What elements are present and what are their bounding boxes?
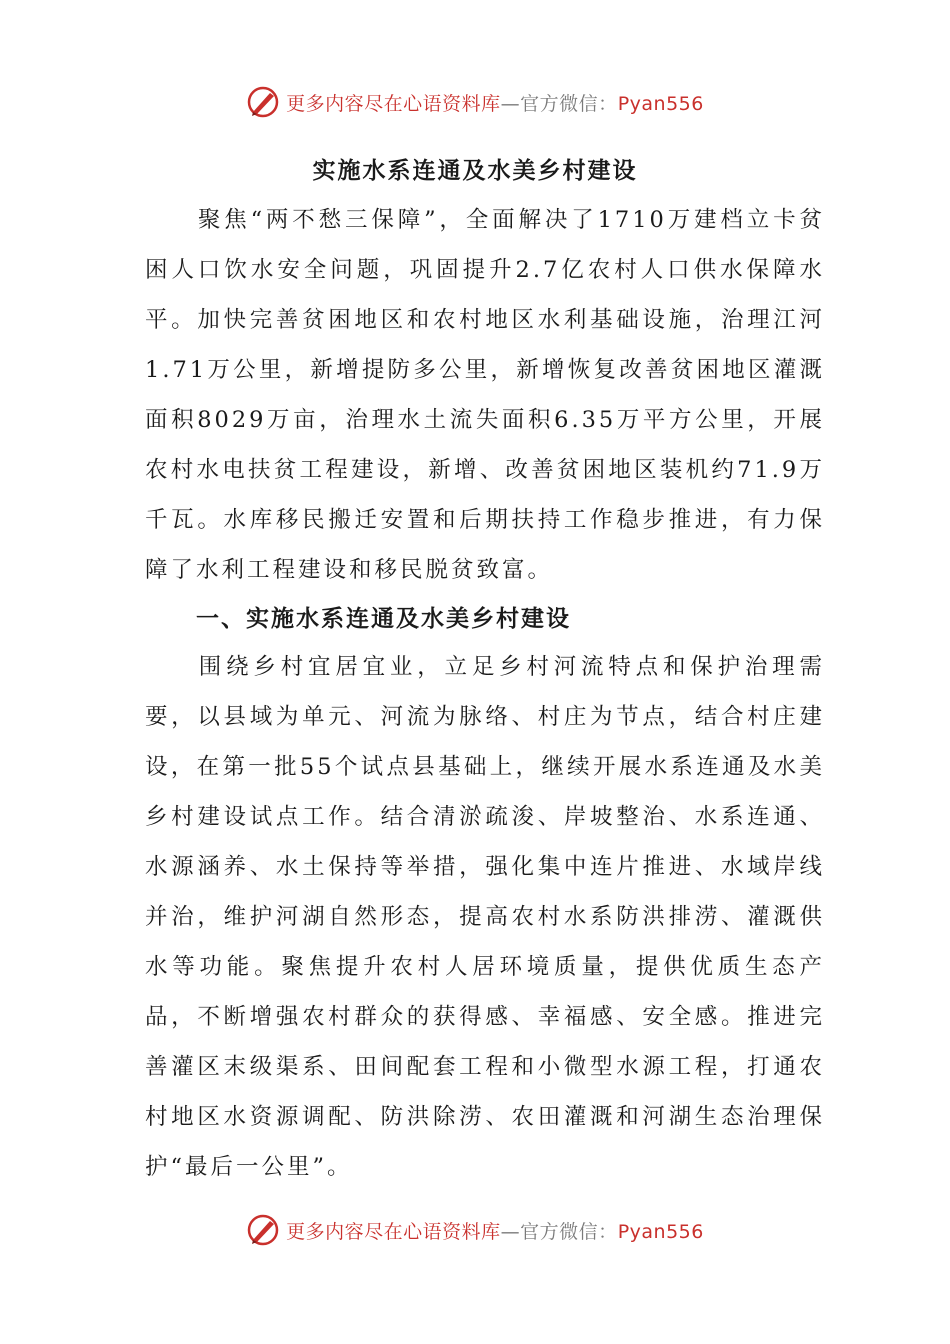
watermark-contact-id: Pyan556	[617, 92, 704, 115]
pen-circle-logo-icon	[246, 1213, 280, 1247]
section-paragraph	[145, 642, 825, 1192]
section-paragraph-text: 围绕乡村宜居宜业，立足乡村河流特点和保护治理需要，以县域为单元、河流为脉络、村庄为节点，结合村庄建设，在第一批55个试点县基础上，继续开展水系连通及水美乡村建设试点工作。结合清淤疏浚、岸坡整治、水系连通、水源涵养、水土保持等举措，强化集中连片推进、水域岸线并治，维护河湖自然形态，提高农村水系防洪排涝、灌溉供水等功能。聚焦提升农村人居环境质量，提供优质生态产品，不断增强农村群众的获得感、幸福感、安全感。推进完善灌区末级渠系、田间配套工程和小微型水源工程，打通农村地区水资源调配、防洪除涝、农田灌溉和河湖生态治理保护“最后一公里”。	[145, 654, 825, 1180]
section-heading: 一、实施水系连通及水美乡村建设	[196, 605, 571, 632]
watermark-contact-label: —官方微信：	[500, 92, 618, 115]
watermark-text	[286, 89, 704, 116]
intro-paragraph-text: 聚焦“两不愁三保障”，全面解决了1710万建档立卡贫困人口饮水安全问题，巩固提升2.7亿农村人口供水保障水平。加快完善贫困地区和农村地区水利基础设施，治理江河1.71万公里，新增提防多公里，新增恢复改善贫困地区灌溉面积8029万亩，治理水土流失面积6.35万平方公里，开展农村水电扶贫工程建设，新增、改善贫困地区装机约71.9万千瓦。水库移民搬迁安置和后期扶持工作稳步推进，有力保障了水利工程建设和移民脱贫致富。	[145, 207, 825, 583]
pen-circle-logo-icon	[246, 85, 280, 119]
watermark-text	[286, 1217, 704, 1244]
watermark-brand: 更多内容尽在心语资料库	[286, 1220, 501, 1243]
footer-watermark	[0, 1210, 950, 1250]
watermark-contact-id: Pyan556	[617, 1220, 704, 1243]
document-title: 实施水系连通及水美乡村建设	[312, 157, 638, 184]
watermark-brand: 更多内容尽在心语资料库	[286, 92, 501, 115]
intro-paragraph	[145, 195, 825, 595]
watermark-contact-label: —官方微信：	[500, 1220, 618, 1243]
header-watermark	[0, 82, 950, 122]
